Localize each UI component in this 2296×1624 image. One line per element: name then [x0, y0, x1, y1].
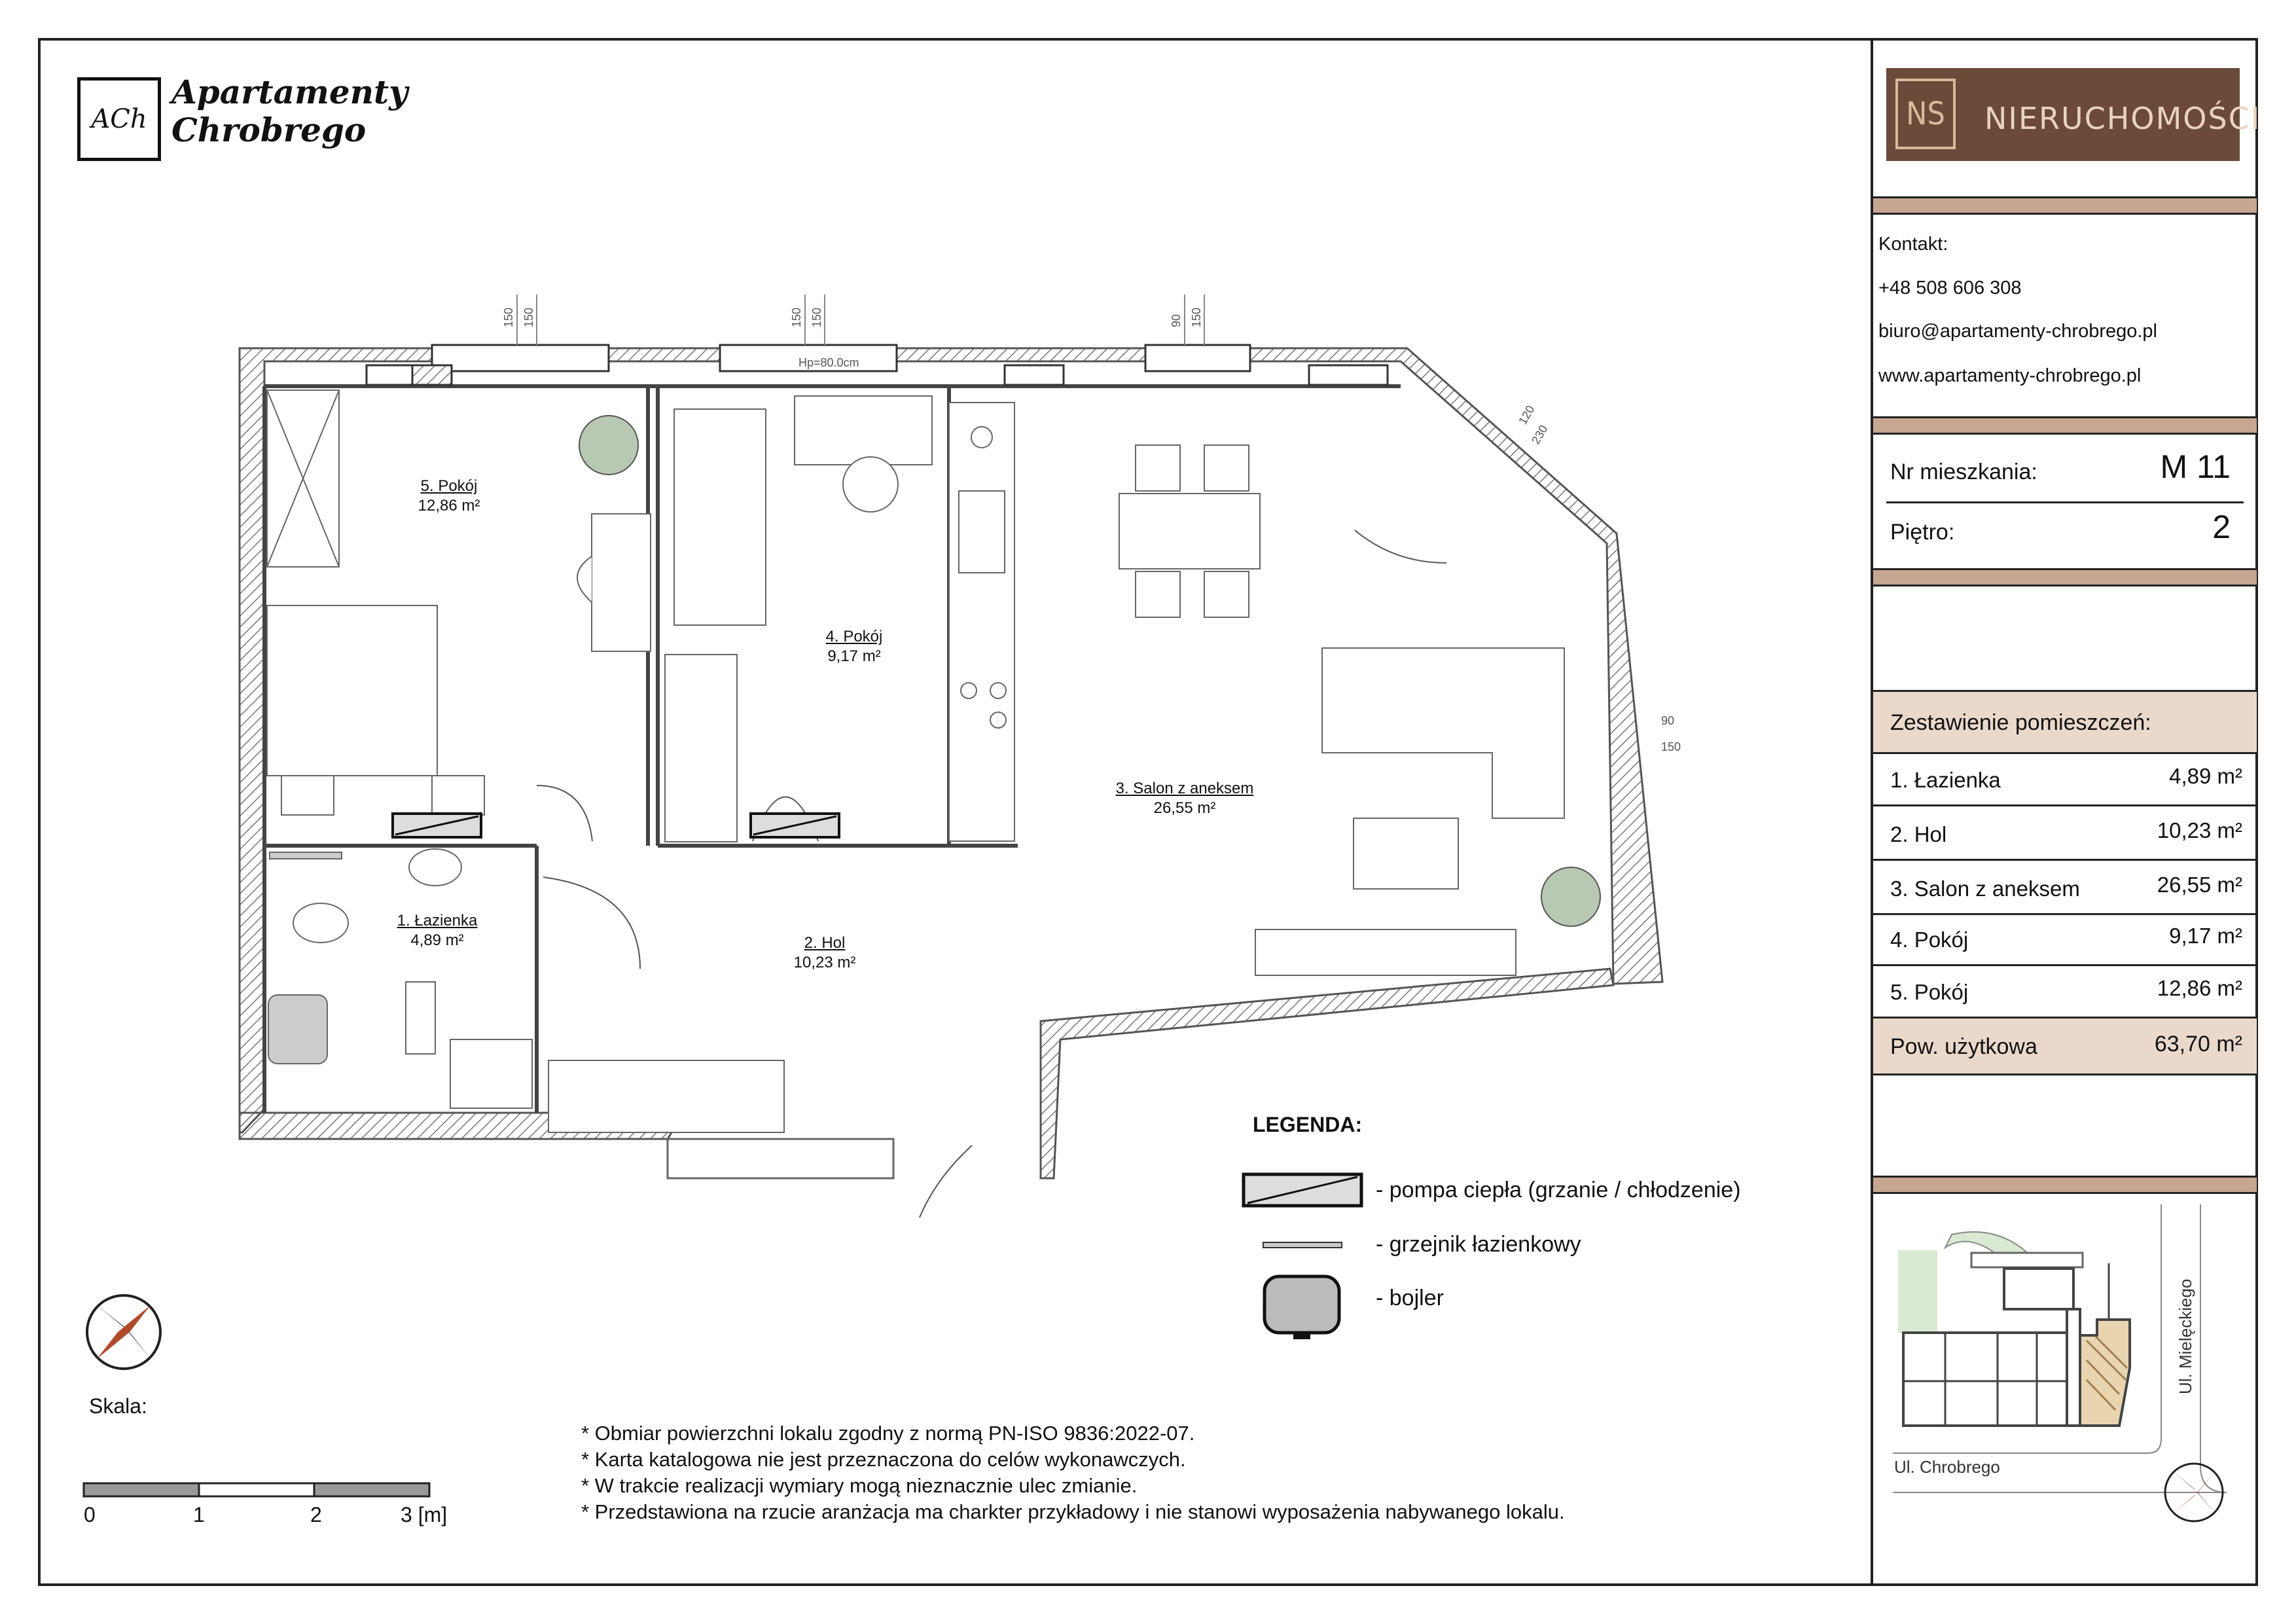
scale-bar	[82, 1482, 436, 1499]
building-outline	[2004, 1269, 2073, 1309]
dimension-label: 150	[1661, 740, 1681, 753]
room-name: 2. Hol	[804, 934, 846, 952]
scale-label: Skala:	[89, 1394, 147, 1418]
room-area: 4,89 m²	[410, 931, 464, 949]
dimension-label: 150	[810, 307, 823, 327]
apartment-marker	[2080, 1320, 2130, 1426]
sofa	[1322, 648, 1564, 818]
total-area-label: Pow. użytkowa	[1890, 1034, 2037, 1059]
washbasin-icon	[409, 849, 461, 886]
sink-icon	[959, 491, 1005, 573]
street-line	[2148, 1204, 2161, 1453]
building-outline	[1971, 1253, 2083, 1267]
ns-logo-mark: NS	[1895, 79, 1956, 149]
dimension-label: 230	[1529, 422, 1551, 446]
furniture	[665, 396, 932, 842]
plant-icon	[1541, 867, 1600, 926]
dimension-label: 150	[522, 307, 535, 327]
legend-icons	[1241, 1165, 1372, 1348]
contact-website[interactable]: www.apartamenty-chrobrego.pl	[1878, 365, 2142, 386]
green-area	[1898, 1250, 1937, 1333]
compass-icon	[81, 1290, 166, 1375]
panel-band	[1873, 1176, 2257, 1194]
scale-tick: 0	[84, 1503, 96, 1526]
dimension-label: 150	[790, 307, 803, 327]
legend-item-heat-pump: - pompa ciepła (grzanie / chłodzenie)	[1376, 1178, 1741, 1202]
scale-tick: 1	[193, 1503, 205, 1526]
hall-wardrobe	[548, 1060, 784, 1132]
dimension-label: 90	[1170, 314, 1183, 327]
logo-line-1: Apartamenty	[171, 73, 408, 111]
street-label-mieleckiego: Ul. Mielęckiego	[2176, 1278, 2195, 1394]
bed	[267, 605, 437, 776]
chair	[1204, 445, 1249, 491]
rooms-table-title: Zestawienie pomieszczeń:	[1890, 710, 2151, 735]
chair	[577, 556, 592, 602]
floor-value: 2	[2212, 509, 2231, 545]
wardrobe	[665, 655, 737, 842]
room-name: 2. Hol	[1890, 822, 1947, 846]
room-name: 3. Salon z aneksem	[1115, 780, 1254, 797]
bathroom-radiator-icon	[1263, 1242, 1342, 1248]
dimension-label: 150	[1190, 307, 1203, 327]
hob-icon	[961, 683, 977, 698]
apartment-number-label: Nr mieszkania:	[1890, 460, 2037, 484]
tv-cabinet	[1255, 929, 1516, 975]
contact-heading: Kontakt:	[1878, 234, 1948, 255]
room-area: 10,23 m²	[2157, 818, 2242, 842]
scale-tick: 2	[310, 1503, 322, 1526]
room-area: 12,86 m²	[418, 497, 480, 514]
room-area: 26,55 m²	[2157, 873, 2242, 897]
furniture	[1119, 445, 1600, 975]
room-area: 9,17 m²	[827, 647, 881, 665]
room-label-5	[370, 477, 528, 516]
table-row	[1873, 861, 2257, 915]
panel-band	[1873, 416, 2257, 435]
logo-line-2: Chrobrego	[171, 111, 367, 149]
furniture	[267, 390, 651, 815]
note-line: * W trakcie realizacji wymiary mogą nieznacznie ulec zmianie.	[581, 1474, 1138, 1497]
nightstand	[281, 776, 334, 815]
panel-band	[1873, 196, 2257, 215]
bed	[674, 409, 766, 625]
legend-item-boiler: - bojler	[1376, 1286, 1444, 1310]
window-sill-label: Hp=80.0cm	[798, 356, 859, 369]
shower-icon	[450, 1039, 532, 1108]
table-row	[1873, 964, 2257, 1019]
room-area: 4,89 m²	[2169, 764, 2242, 788]
boiler-icon	[268, 995, 327, 1064]
toilet-icon	[293, 903, 348, 943]
street-line	[2200, 1204, 2227, 1492]
chair	[1136, 571, 1180, 617]
chair	[1204, 571, 1249, 617]
room-name: 1. Łazienka	[1890, 768, 2001, 792]
hob-icon	[990, 683, 1006, 698]
coffee-table	[1354, 818, 1458, 889]
chair	[843, 457, 898, 512]
room-name: 1. Łazienka	[397, 912, 478, 929]
legend-title: LEGENDA:	[1253, 1113, 1363, 1136]
bathroom-fixture	[268, 849, 532, 1108]
contact-phone[interactable]: +48 508 606 308	[1878, 278, 2022, 298]
kitchen-counter	[949, 403, 1014, 841]
street-label-chrobrego: Ul. Chrobrego	[1894, 1457, 2000, 1477]
desk	[592, 514, 651, 651]
room-label-2	[746, 933, 903, 973]
heat-pump-icon	[1244, 1174, 1361, 1206]
dimension-line	[517, 295, 1204, 345]
table-row	[1873, 806, 2257, 861]
chair	[1136, 445, 1180, 491]
room-area: 9,17 m²	[2169, 924, 2242, 948]
note-line: * Obmiar powierzchni lokalu zgodny z normą PN-ISO 9836:2022-07.	[581, 1422, 1195, 1445]
room-name: 5. Pokój	[420, 477, 478, 495]
scale-tick: 3 [m]	[401, 1503, 448, 1526]
rooms-table-heading	[1873, 690, 2257, 754]
logo-monogram: ACh	[91, 104, 147, 134]
nightstand	[432, 776, 484, 815]
total-area-row	[1873, 1019, 2257, 1075]
room-label-1	[359, 911, 516, 950]
apartment-separator	[1886, 501, 2244, 503]
plant-icon	[579, 416, 638, 475]
building-outline	[1903, 1333, 2068, 1426]
bathroom-radiator-icon	[270, 852, 342, 859]
heat-pump-icon	[751, 814, 839, 837]
hob-icon	[990, 712, 1006, 728]
total-area-value: 63,70 m²	[2154, 1032, 2242, 1056]
ns-logo-word: NIERUCHOMOŚCI	[1984, 101, 2261, 136]
notes	[581, 1420, 1565, 1525]
dimension-label: 150	[502, 307, 515, 327]
room-area: 10,23 m²	[793, 954, 856, 971]
washing-machine	[406, 982, 435, 1054]
room-label-3	[1106, 779, 1263, 818]
room-name: 5. Pokój	[1890, 980, 1969, 1004]
hob-icon	[971, 427, 992, 448]
room-label-4	[776, 627, 933, 666]
note-line: * Przedstawiona na rzucie aranżacja ma charkter przykładowy i nie stanowi wyposażenia nabywanego lokalu.	[581, 1500, 1565, 1523]
contact-email[interactable]: biuro@apartamenty-chrobrego.pl	[1878, 321, 2157, 342]
dimension-label: 120	[1516, 403, 1537, 427]
note-line: * Karta katalogowa nie jest przeznaczona do celów wykonawczych.	[581, 1448, 1186, 1471]
room-name: 4. Pokój	[825, 628, 883, 645]
building-outline	[2067, 1309, 2080, 1426]
ns-logo	[1886, 68, 2261, 161]
room-name: 3. Salon z aneksem	[1890, 876, 2080, 901]
apartment-number-value: M 11	[2160, 448, 2231, 485]
floor-label: Piętro:	[1890, 520, 1955, 545]
dimension-label: 90	[1661, 714, 1675, 727]
legend-item-radiator: - grzejnik łazienkowy	[1376, 1232, 1581, 1257]
room-area: 26,55 m²	[1153, 799, 1216, 817]
room-name: 4. Pokój	[1890, 928, 1969, 952]
site-map	[1873, 1198, 2257, 1564]
panel-band	[1873, 568, 2257, 586]
heat-pump-icon	[393, 814, 481, 837]
desk	[795, 396, 932, 465]
boiler-icon	[1265, 1276, 1339, 1339]
room-area: 12,86 m²	[2157, 976, 2242, 1000]
table-row	[1873, 912, 2257, 966]
table-row	[1873, 752, 2257, 806]
dining-table	[1119, 494, 1260, 569]
